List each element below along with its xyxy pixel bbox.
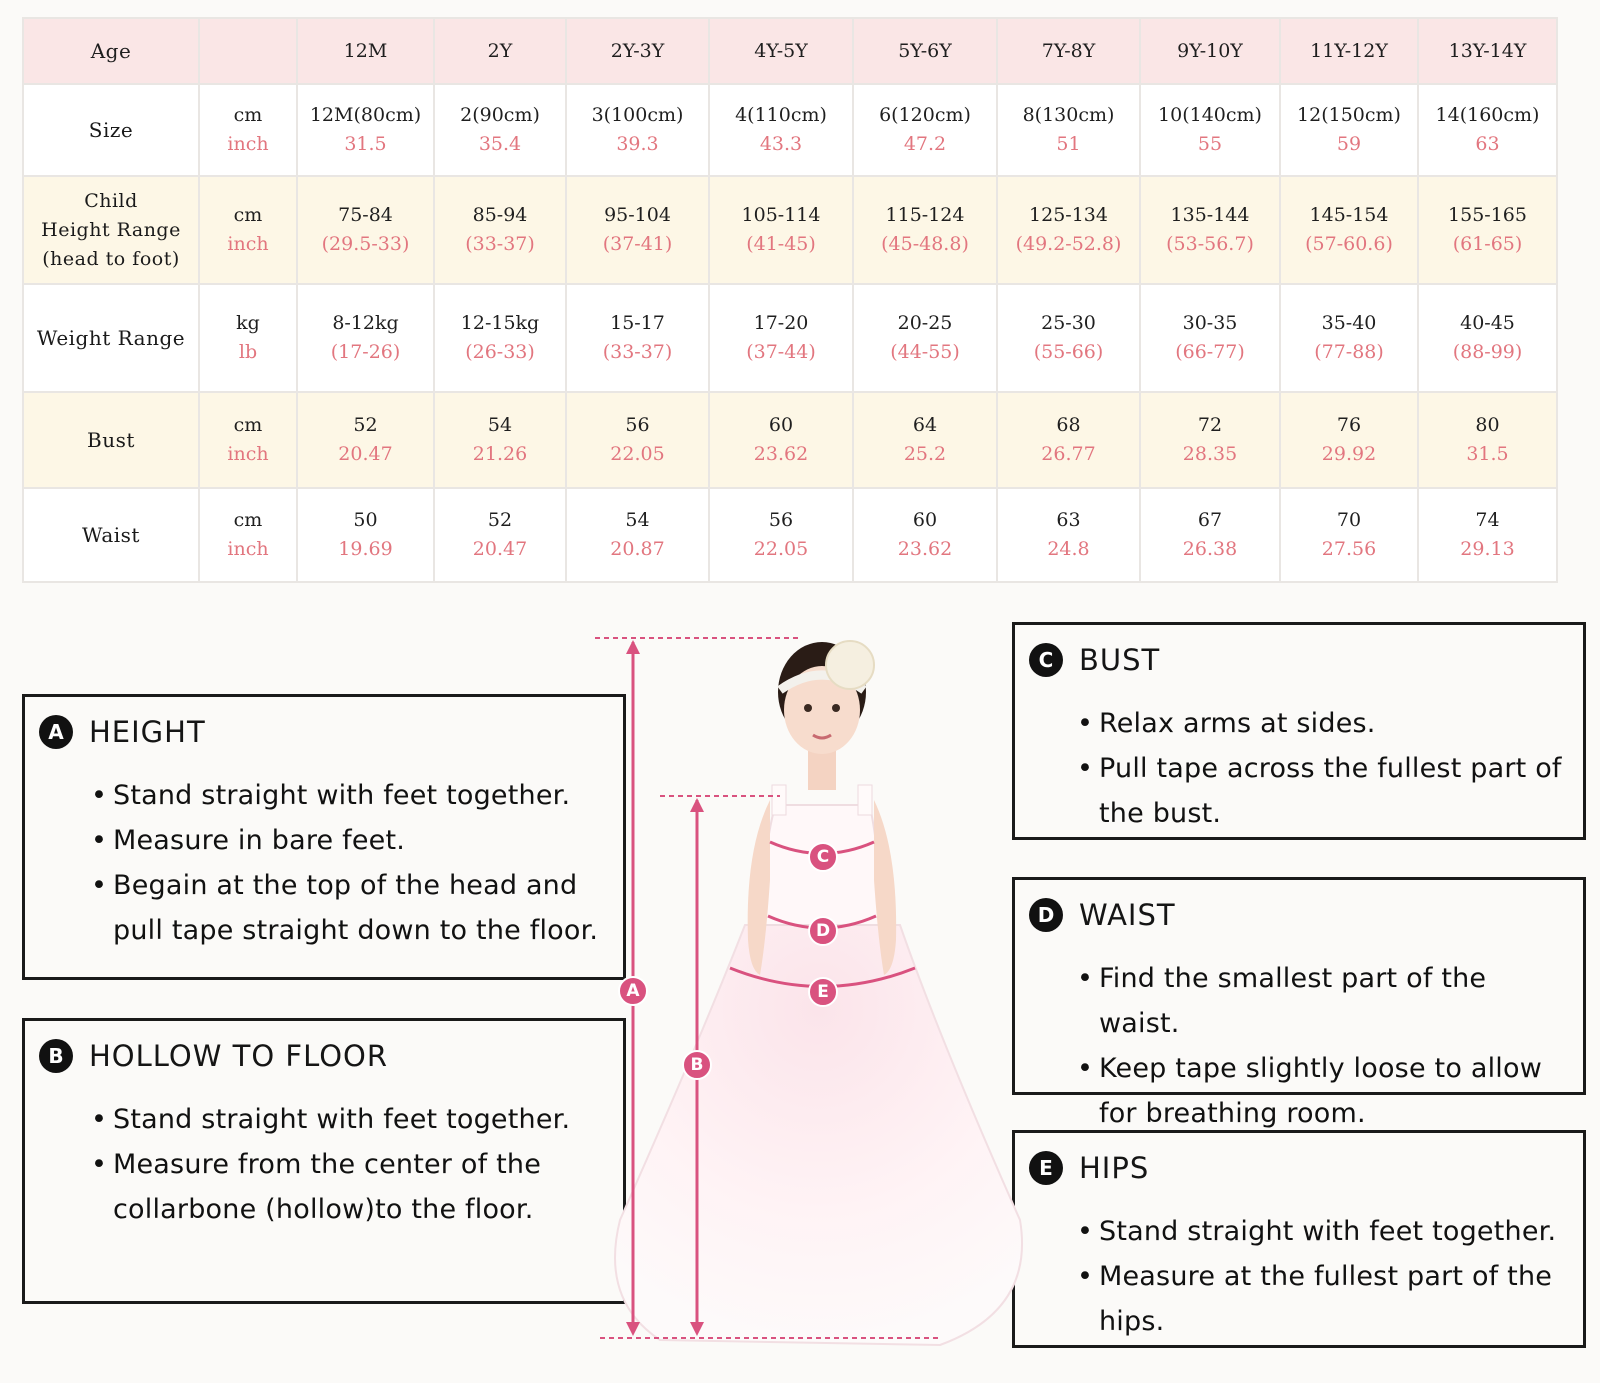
hair-flower — [826, 641, 874, 689]
value-lb: (55-66) — [1033, 341, 1104, 363]
unit-kg: kg — [236, 312, 260, 334]
value-kg: 25-30 — [1041, 312, 1096, 334]
guide-item: • Stand straight with feet together. — [1077, 1209, 1569, 1254]
bust-cell — [853, 392, 997, 488]
height-cell — [853, 176, 997, 284]
value-inch: 55 — [1197, 133, 1223, 155]
waist-cell — [853, 488, 997, 582]
value-lb: (66-77) — [1175, 341, 1245, 363]
value-cm: 64 — [912, 414, 938, 436]
size-cell — [1280, 84, 1418, 176]
guide-item: • Keep tape slightly loose to allow for breathing room. — [1077, 1046, 1569, 1136]
b-badge-icon: B — [39, 1039, 73, 1073]
value-inch: 47.2 — [903, 133, 947, 155]
value-inch: (45-48.8) — [881, 233, 969, 255]
height-label — [23, 176, 199, 284]
age-cell: 13Y-14Y — [1418, 18, 1557, 84]
value-lb: (37-44) — [746, 341, 816, 363]
value-inch: 26.38 — [1182, 538, 1238, 560]
waist-row — [23, 488, 1557, 582]
height-row — [23, 176, 1557, 284]
guide-list — [91, 1097, 609, 1232]
value-inch: 22.05 — [610, 443, 665, 465]
size-cell — [297, 84, 434, 176]
value-cm: 70 — [1336, 509, 1362, 531]
guide-title: WAIST — [1079, 898, 1176, 932]
value-cm: 12(150cm) — [1297, 104, 1401, 126]
age-cell: 4Y-5Y — [709, 18, 853, 84]
value-kg: 40-45 — [1460, 312, 1515, 334]
value-inch: 29.92 — [1321, 443, 1377, 465]
unit-cell — [199, 488, 297, 582]
bust-cell — [1140, 392, 1280, 488]
height-cell — [709, 176, 853, 284]
height-label-line: Child — [84, 189, 138, 212]
value-inch: 28.35 — [1182, 443, 1238, 465]
value-lb: (26-33) — [465, 341, 535, 363]
measurement-figure — [580, 620, 1060, 1360]
waist-cell — [1280, 488, 1418, 582]
weight-cell — [566, 284, 709, 392]
weight-cell — [709, 284, 853, 392]
guide-header — [39, 1039, 388, 1073]
unit-inch: inch — [227, 233, 269, 255]
value-cm: 56 — [768, 509, 794, 531]
dress-strap — [772, 785, 786, 815]
unit-cm: cm — [233, 414, 263, 436]
guide-item: • Pull tape across the fullest part of the bust. — [1077, 746, 1569, 836]
size-row — [23, 84, 1557, 176]
bust-cell — [297, 392, 434, 488]
hollow-to-floor-guide-box — [22, 1018, 626, 1304]
value-inch: (29.5-33) — [321, 233, 410, 255]
weight-row — [23, 284, 1557, 392]
unit-cell — [199, 392, 297, 488]
bust-cell — [997, 392, 1140, 488]
bust-label: Bust — [23, 392, 199, 488]
value-inch: 20.47 — [338, 443, 393, 465]
age-cell: 2Y — [434, 18, 566, 84]
guide-list — [91, 773, 609, 953]
value-inch: 59 — [1336, 133, 1362, 155]
marker-e-icon: E — [808, 977, 838, 1007]
value-kg: 20-25 — [897, 312, 953, 334]
height-cell — [997, 176, 1140, 284]
value-kg: 17-20 — [753, 312, 809, 334]
value-inch: 25.2 — [903, 443, 947, 465]
value-inch: 22.05 — [753, 538, 809, 560]
guide-item: • Measure from the center of the collarbone (hollow)to the floor. — [91, 1142, 609, 1232]
waist-cell — [1140, 488, 1280, 582]
value-cm: 12M(80cm) — [309, 104, 422, 126]
value-cm: 135-144 — [1170, 204, 1250, 226]
unit-inch: inch — [227, 538, 269, 560]
guide-title: HOLLOW TO FLOOR — [89, 1039, 388, 1073]
age-cell: 11Y-12Y — [1280, 18, 1418, 84]
guide-title: HIPS — [1079, 1151, 1150, 1185]
value-inch: 26.77 — [1041, 443, 1096, 465]
size-cell — [566, 84, 709, 176]
size-cell — [997, 84, 1140, 176]
age-cell: 12M — [297, 18, 434, 84]
weight-cell — [853, 284, 997, 392]
value-cm: 52 — [353, 414, 378, 436]
value-inch: 29.13 — [1460, 538, 1515, 560]
value-inch: (41-45) — [746, 233, 816, 255]
age-cell: 5Y-6Y — [853, 18, 997, 84]
height-cell — [1418, 176, 1557, 284]
marker-a-icon: A — [618, 976, 648, 1006]
guide-item: • Find the smallest part of the waist. — [1077, 956, 1569, 1046]
value-inch: 63 — [1475, 133, 1500, 155]
bust-guide-box — [1012, 622, 1586, 840]
value-cm: 85-94 — [472, 204, 528, 226]
value-inch: 21.26 — [472, 443, 528, 465]
guide-header — [39, 715, 206, 749]
guide-item: • Begain at the top of the head and pull tape straight down to the floor. — [91, 863, 609, 953]
value-kg: 8-12kg — [332, 312, 399, 334]
value-inch: 39.3 — [616, 133, 659, 155]
value-cm: 67 — [1197, 509, 1223, 531]
size-cell — [1418, 84, 1557, 176]
e-badge-icon: E — [1029, 1151, 1063, 1185]
marker-b-icon: B — [682, 1050, 712, 1080]
unit-inch: inch — [227, 443, 269, 465]
value-lb: (88-99) — [1452, 341, 1523, 363]
value-cm: 14(160cm) — [1435, 104, 1540, 126]
bust-cell — [1280, 392, 1418, 488]
bust-row — [23, 392, 1557, 488]
unit-header-cell — [199, 18, 297, 84]
value-inch: 20.47 — [472, 538, 528, 560]
guide-item: • Measure in bare feet. — [91, 818, 609, 863]
value-cm: 52 — [487, 509, 513, 531]
value-kg: 35-40 — [1321, 312, 1377, 334]
c-badge-icon: C — [1029, 643, 1063, 677]
a-badge-icon: A — [39, 715, 73, 749]
marker-d-icon: D — [808, 916, 838, 946]
arrow-up-icon — [626, 640, 640, 654]
height-cell — [1140, 176, 1280, 284]
value-cm: 3(100cm) — [591, 104, 684, 126]
dress-strap — [858, 785, 872, 815]
value-cm: 76 — [1336, 414, 1362, 436]
value-cm: 60 — [768, 414, 794, 436]
waist-guide-box — [1012, 877, 1586, 1129]
value-cm: 54 — [487, 414, 513, 436]
value-inch: (49.2-52.8) — [1015, 233, 1122, 255]
unit-inch: inch — [227, 133, 269, 155]
bust-cell — [709, 392, 853, 488]
waist-cell — [434, 488, 566, 582]
value-inch: (57-60.6) — [1305, 233, 1393, 255]
arrow-up-icon — [690, 798, 704, 812]
value-inch: 31.5 — [344, 133, 387, 155]
height-cell — [566, 176, 709, 284]
value-cm: 74 — [1475, 509, 1500, 531]
value-inch: 43.3 — [759, 133, 803, 155]
age-cell: 2Y-3Y — [566, 18, 709, 84]
value-inch: 31.5 — [1466, 443, 1509, 465]
height-label-line: Height Range — [41, 218, 181, 241]
value-cm: 6(120cm) — [879, 104, 971, 126]
guide-item: • Relax arms at sides. — [1077, 701, 1569, 746]
value-inch: (61-65) — [1452, 233, 1523, 255]
unit-cm: cm — [233, 204, 263, 226]
value-cm: 75-84 — [338, 204, 393, 226]
size-chart-table — [22, 17, 1558, 583]
guide-list — [1077, 956, 1569, 1136]
weight-cell — [1140, 284, 1280, 392]
value-inch: (53-56.7) — [1166, 233, 1254, 255]
value-cm: 115-124 — [885, 204, 965, 226]
height-label-note: (head to foot) — [42, 247, 180, 270]
age-cell: 9Y-10Y — [1140, 18, 1280, 84]
value-cm: 63 — [1056, 509, 1081, 531]
guide-item: • Stand straight with feet together. — [91, 1097, 609, 1142]
bust-cell — [566, 392, 709, 488]
value-cm: 56 — [625, 414, 650, 436]
arrow-down-icon — [626, 1322, 640, 1336]
value-cm: 68 — [1056, 414, 1081, 436]
age-cell: 7Y-8Y — [997, 18, 1140, 84]
value-cm: 80 — [1475, 414, 1500, 436]
value-cm: 155-165 — [1448, 204, 1527, 226]
unit-cell — [199, 284, 297, 392]
value-cm: 10(140cm) — [1158, 104, 1262, 126]
eye — [804, 704, 812, 712]
value-inch: 35.4 — [478, 133, 522, 155]
waist-cell — [709, 488, 853, 582]
weight-cell — [1418, 284, 1557, 392]
eye — [832, 704, 840, 712]
guide-title: BUST — [1079, 643, 1161, 677]
size-cell — [853, 84, 997, 176]
bust-cell — [434, 392, 566, 488]
height-guide-box — [22, 694, 626, 980]
hips-guide-box — [1012, 1130, 1586, 1348]
waist-cell — [997, 488, 1140, 582]
guide-list — [1077, 1209, 1569, 1344]
height-cell — [1280, 176, 1418, 284]
value-inch: 24.8 — [1047, 538, 1090, 560]
waist-cell — [1418, 488, 1557, 582]
guide-title: HEIGHT — [89, 715, 206, 749]
size-label: Size — [23, 84, 199, 176]
value-cm: 105-114 — [741, 204, 821, 226]
unit-lb: lb — [238, 341, 258, 363]
value-cm: 60 — [912, 509, 938, 531]
value-inch: 20.87 — [610, 538, 665, 560]
waist-label: Waist — [23, 488, 199, 582]
value-inch: 51 — [1056, 133, 1081, 155]
value-cm: 54 — [625, 509, 650, 531]
value-cm: 145-154 — [1309, 204, 1389, 226]
age-header-row — [23, 18, 1557, 84]
value-cm: 4(110cm) — [735, 104, 827, 126]
value-lb: (33-37) — [602, 341, 673, 363]
value-kg: 12-15kg — [460, 312, 540, 334]
value-kg: 30-35 — [1182, 312, 1238, 334]
value-lb: (17-26) — [330, 341, 401, 363]
d-badge-icon: D — [1029, 898, 1063, 932]
value-cm: 95-104 — [604, 204, 671, 226]
unit-cell — [199, 84, 297, 176]
value-inch: 23.62 — [753, 443, 809, 465]
unit-cm: cm — [233, 104, 263, 126]
value-inch: 27.56 — [1321, 538, 1377, 560]
value-inch: (37-41) — [602, 233, 673, 255]
weight-label: Weight Range — [23, 284, 199, 392]
bust-cell — [1418, 392, 1557, 488]
waist-cell — [566, 488, 709, 582]
value-cm: 50 — [353, 509, 378, 531]
guide-item: • Stand straight with feet together. — [91, 773, 609, 818]
height-cell — [297, 176, 434, 284]
size-cell — [1140, 84, 1280, 176]
value-cm: 125-134 — [1029, 204, 1108, 226]
age-label: Age — [23, 18, 199, 84]
weight-cell — [997, 284, 1140, 392]
weight-cell — [1280, 284, 1418, 392]
weight-cell — [434, 284, 566, 392]
value-cm: 8(130cm) — [1022, 104, 1115, 126]
size-cell — [709, 84, 853, 176]
value-lb: (77-88) — [1314, 341, 1384, 363]
value-cm: 2(90cm) — [460, 104, 540, 126]
guide-list — [1077, 701, 1569, 836]
value-cm: 72 — [1197, 414, 1223, 436]
height-cell — [434, 176, 566, 284]
guide-item: • Measure at the fullest part of the hips. — [1077, 1254, 1569, 1344]
value-inch: 19.69 — [338, 538, 393, 560]
value-inch: (33-37) — [465, 233, 535, 255]
weight-cell — [297, 284, 434, 392]
unit-cell — [199, 176, 297, 284]
unit-cm: cm — [233, 509, 263, 531]
value-lb: (44-55) — [890, 341, 960, 363]
value-inch: 23.62 — [897, 538, 953, 560]
marker-c-icon: C — [808, 842, 838, 872]
waist-cell — [297, 488, 434, 582]
size-cell — [434, 84, 566, 176]
value-kg: 15-17 — [610, 312, 665, 334]
